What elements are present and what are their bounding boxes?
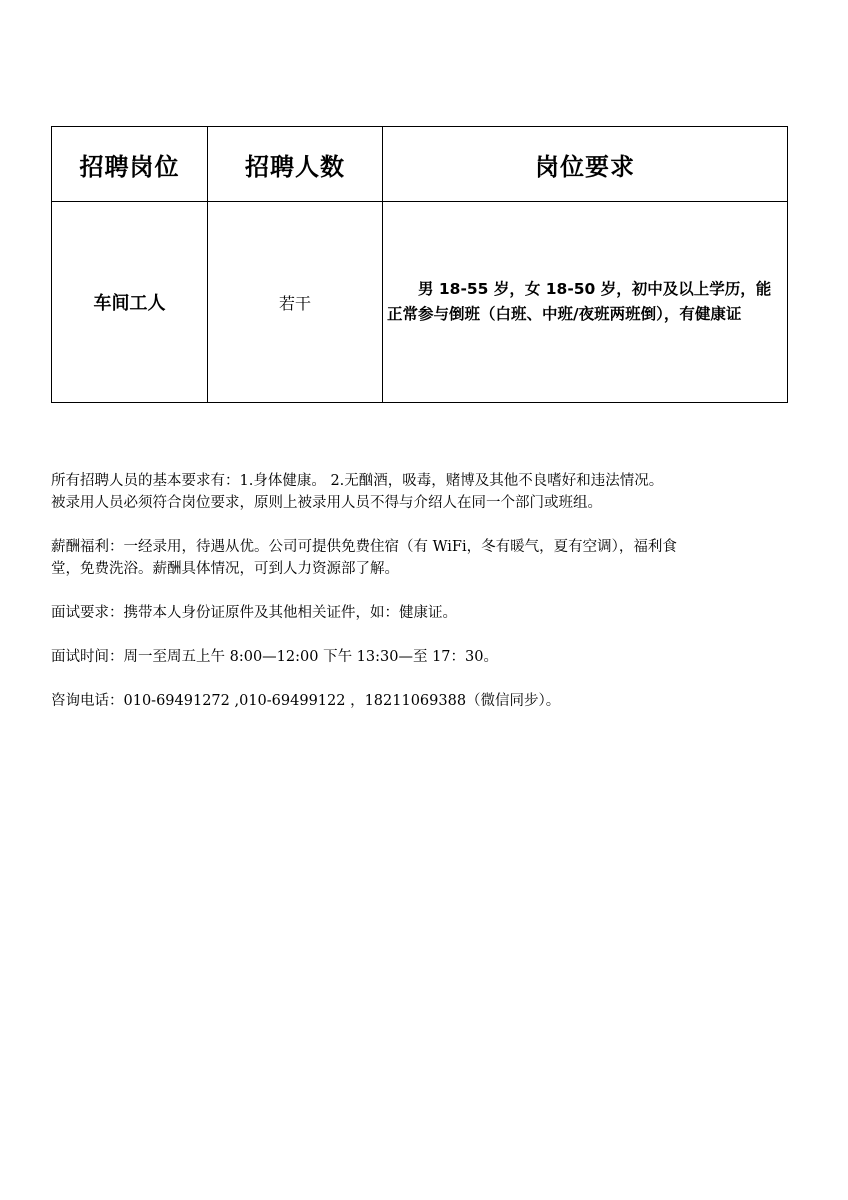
- header-requirements: 岗位要求: [383, 127, 788, 202]
- recruitment-table: [51, 126, 788, 403]
- header-count: 招聘人数: [208, 127, 383, 202]
- cell-requirements: [383, 202, 788, 403]
- basic-requirements-text: 所有招聘人员的基本要求有：1.身体健康。 2.无酗酒，吸毒，赌博及其他不良嗜好和违法情况。: [51, 473, 664, 489]
- hiring-rule-text: 被录用人员必须符合岗位要求，原则上被录用人员不得与介绍人在同一个部门或班组。: [51, 495, 602, 511]
- header-position: 招聘岗位: [52, 127, 208, 202]
- table-header-row: [52, 127, 788, 202]
- benefits-text-line1: 薪酬福利：一经录用，待遇从优。公司可提供免费住宿（有 WiFi，冬有暖气，夏有空调），福利食: [51, 539, 677, 555]
- table-row: [52, 202, 788, 403]
- interview-time-text: 面试时间：周一至周五上午 8:00—12:00 下午 13:30—至 17：30。: [51, 649, 498, 665]
- cell-count: 若干: [208, 202, 383, 403]
- benefits-text-line2: 堂，免费洗浴。薪酬具体情况，可到人力资源部了解。: [51, 561, 399, 577]
- requirements-text: 男 18-55 岁，女 18-50 岁，初中及以上学历，能正常参与倒班（白班、中班/夜班两班倒），有健康证: [387, 280, 772, 323]
- interview-requirements-text: 面试要求：携带本人身份证原件及其他相关证件，如：健康证。: [51, 605, 457, 621]
- contact-phone-text: 咨询电话：010-69491272 ,010-69499122 ，18211069388（微信同步）。: [51, 693, 561, 709]
- cell-position: 车间工人: [52, 202, 208, 403]
- notes-section: [51, 470, 791, 734]
